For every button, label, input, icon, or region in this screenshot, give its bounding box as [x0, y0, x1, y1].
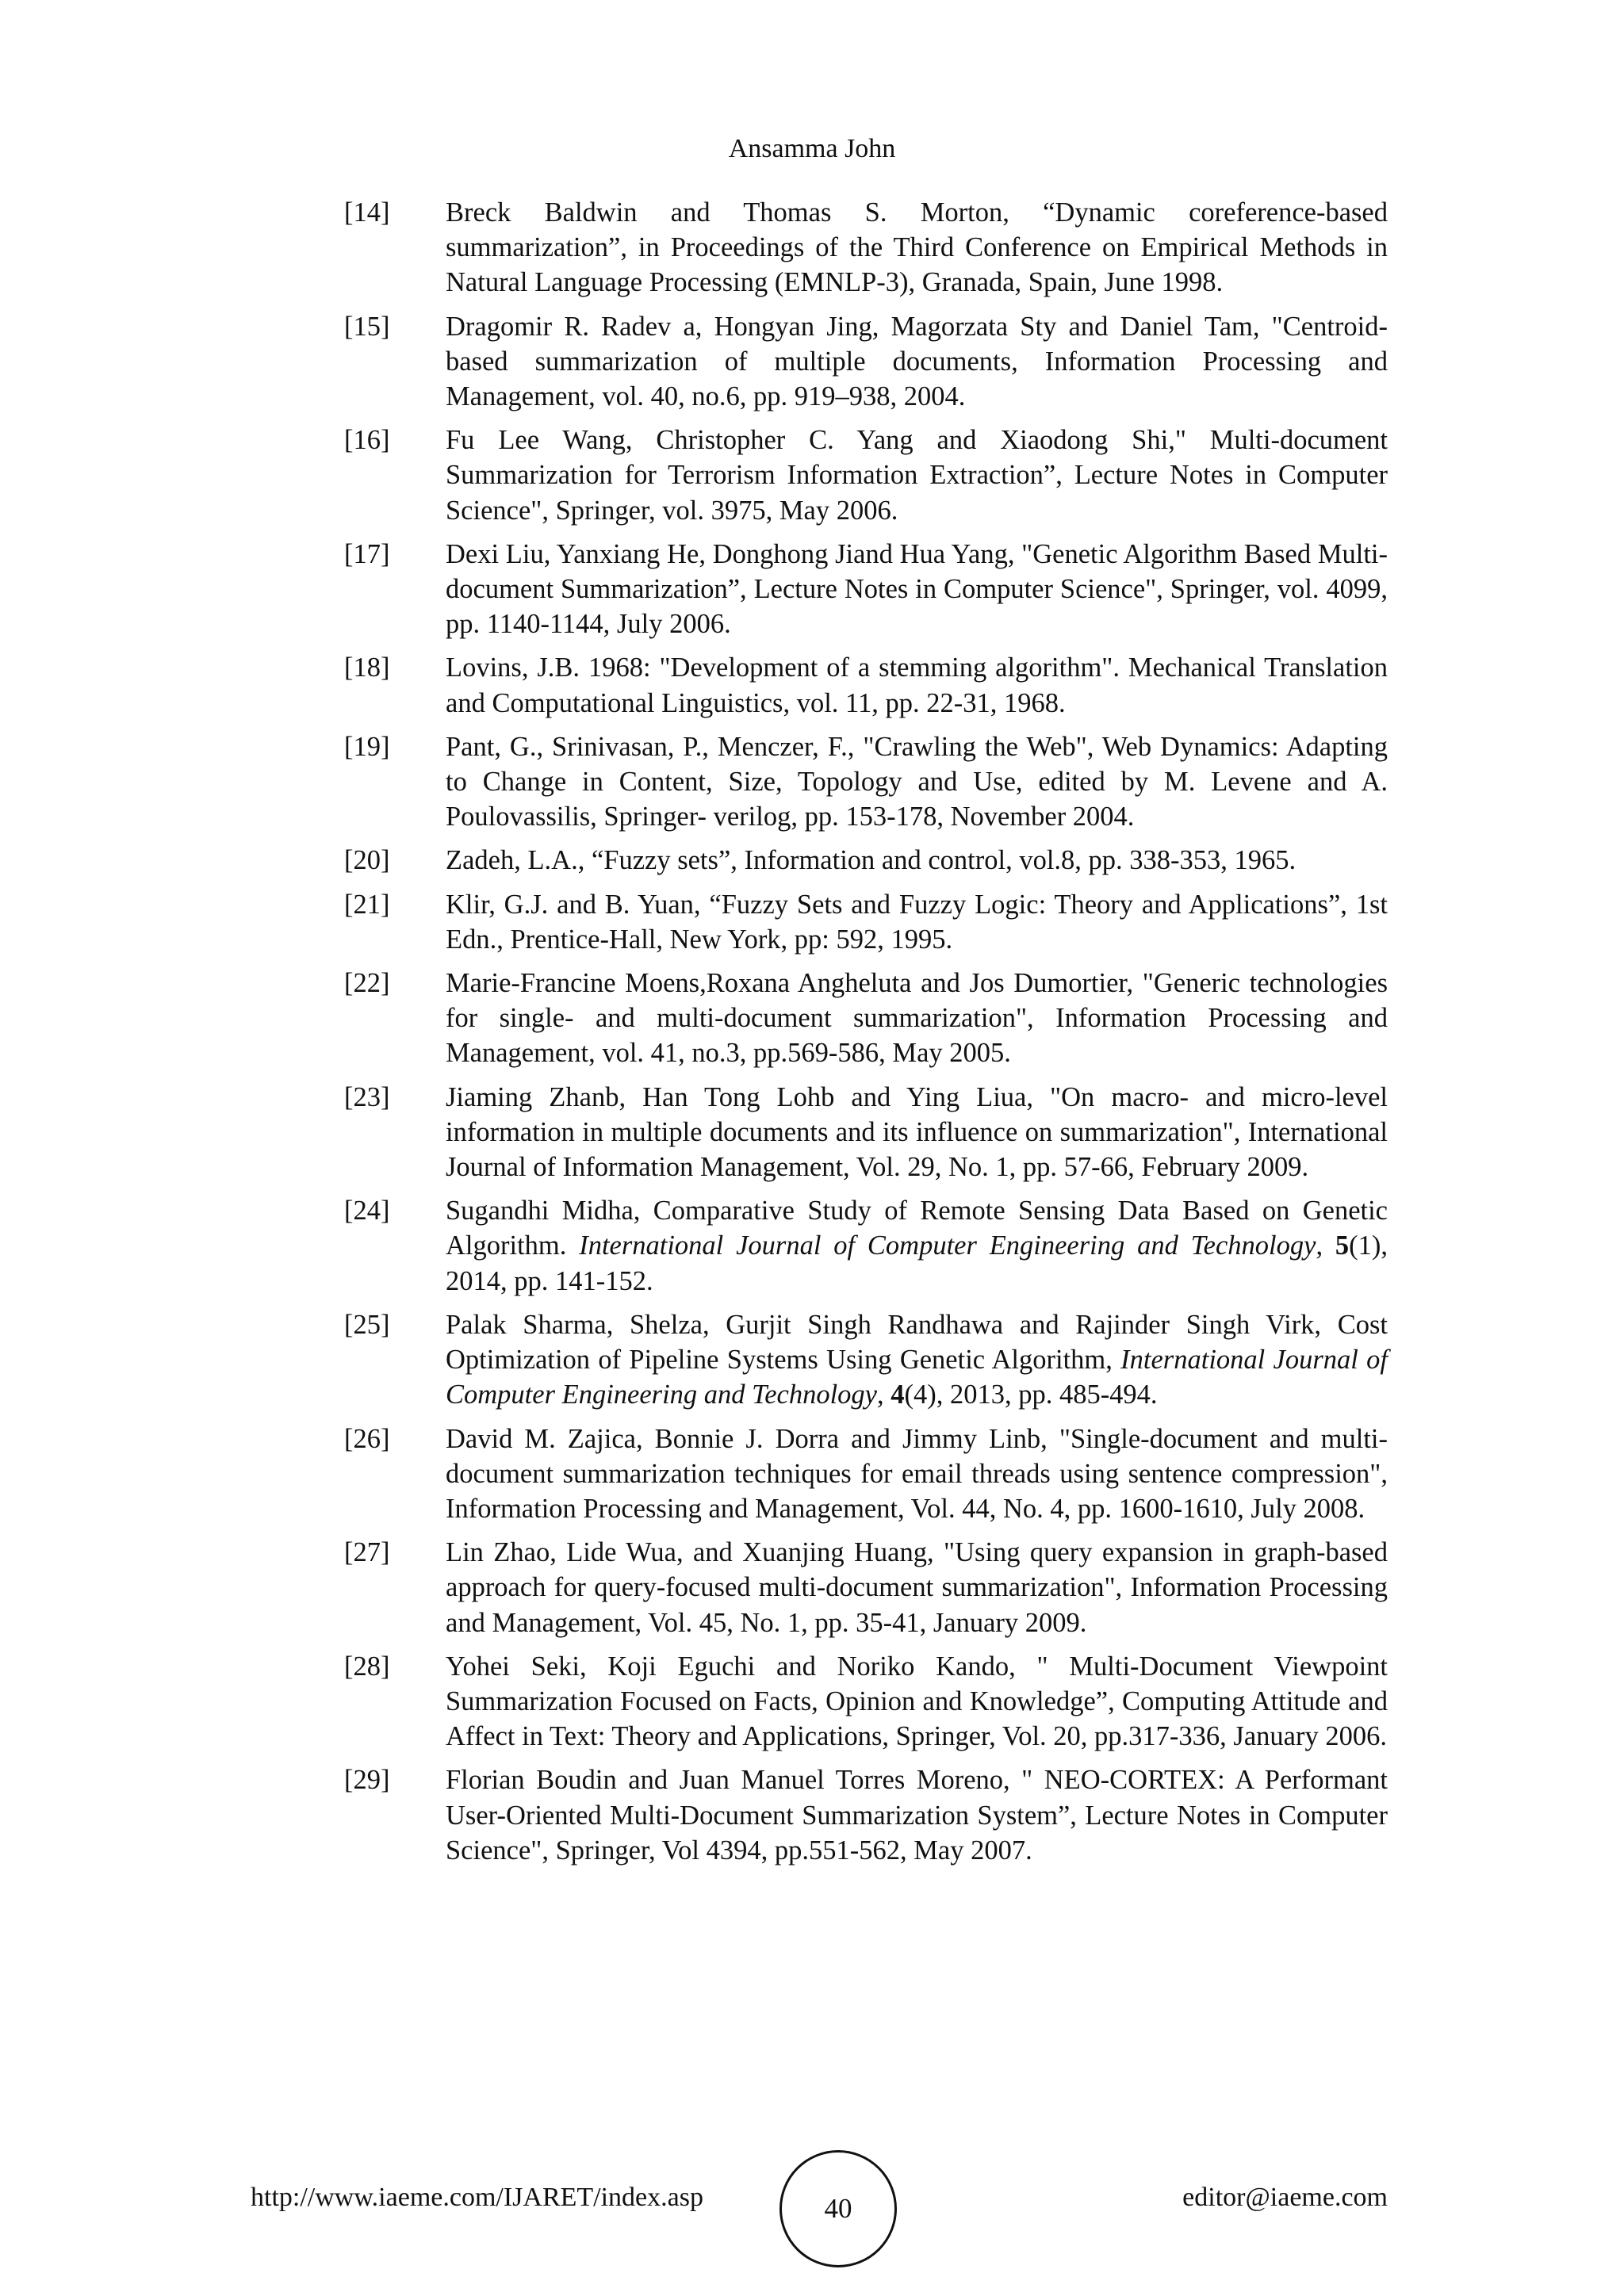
reference-number: [24] [344, 1196, 390, 1226]
reference-text [446, 309, 1388, 415]
reference-text-segment: (4), 2013, pp. 485-494. [904, 1380, 1158, 1410]
reference-text [446, 887, 1388, 957]
reference-entry [344, 887, 1388, 957]
reference-text [446, 1080, 1388, 1185]
reference-entry [344, 650, 1388, 720]
reference-number: [28] [344, 1651, 390, 1682]
reference-text-segment: Breck Baldwin and Thomas S. Morton, “Dynamic coreference-based summarization”, in Proceedings of the Third Conference on Empirical Methods in Natural Language Processing (EMNLP-3), Granada, Spain, June 1998. [446, 197, 1388, 298]
reference-entry [344, 843, 1388, 878]
page-footer [0, 2150, 1624, 2237]
reference-number: [20] [344, 845, 390, 876]
reference-text-segment: , [876, 1380, 891, 1410]
reference-text [446, 966, 1388, 1071]
reference-number: [14] [344, 197, 390, 228]
reference-text [446, 1649, 1388, 1755]
reference-journal-title: International Journal of Computer Engineering and Technology [446, 1345, 1388, 1410]
reference-entry [344, 1535, 1388, 1640]
reference-number: [22] [344, 968, 390, 999]
reference-number: [18] [344, 652, 390, 683]
reference-text-segment: (1), 2014, pp. 141-152. [446, 1230, 1388, 1296]
reference-list [344, 195, 1388, 1877]
running-head: Ansamma John [728, 134, 896, 163]
reference-text-segment: Klir, G.J. and B. Yuan, “Fuzzy Sets and Fuzzy Logic: Theory and Applications”, 1st Edn., Prentice-Hall, New York, pp: 592, 1995. [446, 889, 1388, 955]
reference-number: [26] [344, 1423, 390, 1454]
reference-text [446, 1535, 1388, 1640]
reference-entry [344, 1762, 1388, 1868]
reference-entry [344, 1080, 1388, 1185]
reference-text-segment: Florian Boudin and Juan Manuel Torres Moreno, " NEO-CORTEX: A Performant User-Oriented Multi-Document Summarization System”, Lecture Notes in Computer Science", Springer, Vol 4394, pp.551-562, May 2007. [446, 1765, 1388, 1866]
reference-entry [344, 537, 1388, 642]
reference-number: [29] [344, 1765, 390, 1796]
reference-text-segment: , [1316, 1230, 1335, 1261]
reference-volume: 5 [1335, 1230, 1350, 1261]
reference-volume: 4 [891, 1380, 905, 1410]
reference-entry [344, 1307, 1388, 1413]
reference-number: [27] [344, 1537, 390, 1568]
reference-entry [344, 1649, 1388, 1755]
reference-entry [344, 195, 1388, 300]
reference-text-segment: Lin Zhao, Lide Wua, and Xuanjing Huang, "Using query expansion in graph-based approach for query-focused multi-document summarization", Information Processing and Management, Vol. 45, No. 1, pp. 35-41, January 2009. [446, 1537, 1388, 1638]
reference-text-segment: David M. Zajica, Bonnie J. Dorra and Jimmy Linb, "Single-document and multi-document summarization techniques for email threads using sentence compression", Information Processing and Management, Vol. 44, No. 4, pp. 1600-1610, July 2008. [446, 1423, 1388, 1524]
reference-text [446, 1762, 1388, 1868]
reference-number: [17] [344, 538, 390, 569]
reference-text [446, 650, 1388, 720]
reference-text-segment: Dexi Liu, Yanxiang He, Donghong Jiand Hua Yang, "Genetic Algorithm Based Multi-document Summarization”, Lecture Notes in Computer Science", Springer, vol. 4099, pp. 1140-1144, July 2006. [446, 538, 1388, 640]
reference-text-segment: Lovins, J.B. 1968: "Development of a stemming algorithm". Mechanical Translation and Computational Linguistics, vol. 11, pp. 22-31, 1968. [446, 652, 1388, 718]
reference-text [446, 1307, 1388, 1413]
reference-journal-title: International Journal of Computer Engineering and Technology [579, 1230, 1316, 1261]
reference-text [446, 195, 1388, 300]
reference-entry [344, 1422, 1388, 1527]
reference-number: [23] [344, 1081, 390, 1112]
reference-text-segment: Fu Lee Wang, Christopher C. Yang and Xiaodong Shi," Multi-document Summarization for Terrorism Information Extraction”, Lecture Notes in Computer Science", Springer, vol. 3975, May 2006. [446, 425, 1388, 526]
footer-email-link[interactable]: editor@iaeme.com [1182, 2183, 1388, 2212]
reference-number: [19] [344, 731, 390, 762]
footer-url-link[interactable]: http://www.iaeme.com/IJARET/index.asp [251, 2183, 703, 2212]
reference-text-segment: Palak Sharma, Shelza, Gurjit Singh Randhawa and Rajinder Singh Virk, Cost Optimization of Pipeline Systems Using Genetic Algorithm, [446, 1309, 1388, 1376]
reference-number: [21] [344, 889, 390, 920]
reference-entry [344, 729, 1388, 835]
reference-entry [344, 423, 1388, 528]
reference-text [446, 843, 1388, 878]
reference-entry [344, 309, 1388, 415]
reference-text-segment: Pant, G., Srinivasan, P., Menczer, F., "Crawling the Web", Web Dynamics: Adapting to Change in Content, Size, Topology and Use, edited by M. Levene and A. Poulovassilis, Springer- verilog, pp. 153-178, November 2004. [446, 731, 1388, 832]
reference-text-segment: Sugandhi Midha, Comparative Study of Remote Sensing Data Based on Genetic Algorithm. [446, 1196, 1388, 1261]
reference-number: [25] [344, 1309, 390, 1340]
reference-text [446, 729, 1388, 835]
reference-entry [344, 966, 1388, 1071]
reference-text-segment: Jiaming Zhanb, Han Tong Lohb and Ying Liua, "On macro- and micro-level information in multiple documents and its influence on summarization", International Journal of Information Management, Vol. 29, No. 1, pp. 57-66, February 2009. [446, 1081, 1388, 1183]
reference-text [446, 537, 1388, 642]
page-number-label: 40 [824, 2193, 852, 2224]
reference-text [446, 423, 1388, 528]
reference-text [446, 1193, 1388, 1299]
reference-text-segment: Zadeh, L.A., “Fuzzy sets”, Information and control, vol.8, pp. 338-353, 1965. [446, 845, 1297, 876]
reference-entry [344, 1193, 1388, 1299]
reference-text-segment: Marie-Francine Moens,Roxana Angheluta and Jos Dumortier, "Generic technologies for single- and multi-document summarization", Information Processing and Management, vol. 41, no.3, pp.569-586, May 2005. [446, 968, 1388, 1069]
reference-text-segment: Yohei Seki, Koji Eguchi and Noriko Kando, " Multi-Document Viewpoint Summarization Focused on Facts, Opinion and Knowledge”, Computing Attitude and Affect in Text: Theory and Applications, Springer, Vol. 20, pp.317-336, January 2006. [446, 1651, 1388, 1752]
reference-text [446, 1422, 1388, 1527]
page-number [779, 2150, 897, 2267]
reference-number: [16] [344, 425, 390, 456]
reference-number: [15] [344, 311, 390, 342]
reference-text-segment: Dragomir R. Radev a, Hongyan Jing, Magorzata Sty and Daniel Tam, "Centroid-based summarization of multiple documents, Information Processing and Management, vol. 40, no.6, pp. 919–938, 2004. [446, 311, 1388, 412]
